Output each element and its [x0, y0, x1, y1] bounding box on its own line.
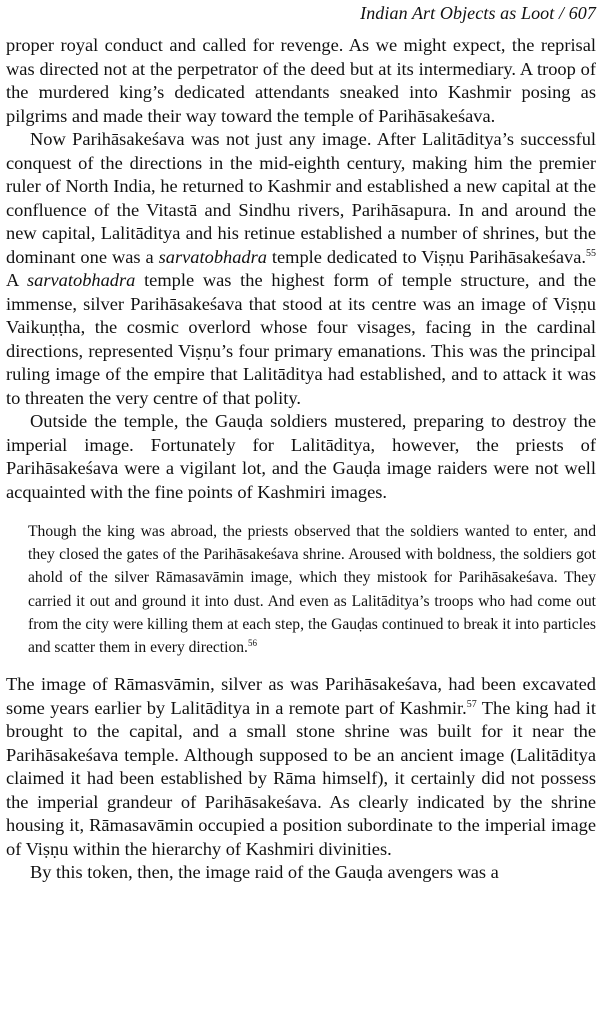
paragraph-gauda-soldiers: Outside the temple, the Gauḍa soldiers mustered, preparing to destroy the imperial image. Fortunately for Lalitāditya, however, the priests of Parihāsakeśava were a vigilant lot, and the Gauḍa image raiders were not well acquainted with the fine points of Kashmiri images. — [6, 411, 596, 502]
header-separator: / — [554, 3, 569, 23]
paragraph-text: Now Parihāsakeśava was not just any image. After Lalitāditya’s successful conquest of the directions in the mid-eighth century, making him the premier ruler of North India, he returned to Kashmir and established a new capital at the confluence of the Vitastā and Sindhu rivers, Parihāsapura. In and around the new capital, Lalitāditya and his retinue established a number of shrines, but the dominant one was a — [6, 129, 596, 267]
paragraph-continued: proper royal conduct and called for revenge. As we might expect, the reprisal was directed not at the perpetrator of the deed but at its intermediary. A troop of the murdered king’s dedicated attendants sneaked into Kashmir posing as pilgrims and made their way toward the temple of Parihāsakeśava. — [6, 35, 596, 126]
body-text — [6, 34, 596, 885]
paragraph-text: A — [6, 270, 28, 290]
italic-term: sarvatobhadra — [158, 246, 267, 267]
paragraph-image-raid: By this token, then, the image raid of the Gauḍa avengers was a — [30, 862, 499, 883]
block-quotation — [28, 520, 596, 659]
footnote-ref: 57 — [466, 698, 477, 710]
paragraph-text: temple was the highest form of temple structure, and the immense, silver Parihāsakeśava that stood at its centre was an image of Viṣṇu Vaikuṇṭha, the cosmic overlord whose four visages, facing in the cardinal directions, represented Viṣṇu’s four primary emanations. This was the principal ruling image of the empire that Lalitāditya had established, and to attack it was to threaten the very centre of that polity. — [6, 270, 596, 408]
footnote-ref: 55 — [586, 247, 596, 259]
paragraph-text: temple dedicated to Viṣṇu Parihāsakeśava. — [266, 246, 586, 267]
footnote-ref: 56 — [247, 638, 257, 649]
quotation-text: Though the king was abroad, the priests observed that the soldiers wanted to enter, and they closed the gates of the Parihāsakeśava shrine. Aroused with boldness, the soldiers got ahold of the silver Rāmasavāmin image, which they mistook for Parihāsakeśava. They carried it out and ground it into dust. And even as Lalitāditya’s troops who had come out from the city were killing them at each step, the Gauḍas continued to break it into particles and scatter them in every direction. — [28, 523, 596, 657]
running-title: Indian Art Objects as Loot — [360, 3, 555, 23]
paragraph-text: The king had it brought to the capital, and a small stone shrine was built for it near the Parihāsakeśava temple. Although supposed to be an ancient image (Lalitāditya claimed it had been established by Rāma himself), it certainly did not possess the imperial grandeur of Parihāsakeśava. As clearly indicated by the shrine housing it, Rāmasavāmin occupied a position subordinate to the imperial image of Viṣṇu within the hierarchy of Kashmiri divinities. — [6, 697, 596, 859]
paragraph-ramasvamin — [6, 673, 596, 861]
running-header — [360, 2, 596, 24]
page-number: 607 — [568, 3, 596, 23]
italic-term: sarvatobhadra — [27, 270, 136, 290]
paragraph-parihasakesava — [6, 128, 596, 410]
paragraph-text: The image of Rāmasvāmin, silver as was Parihāsakeśava, had been excavated some years earlier by Lalitāditya in a remote part of Kashmir. — [6, 674, 596, 718]
